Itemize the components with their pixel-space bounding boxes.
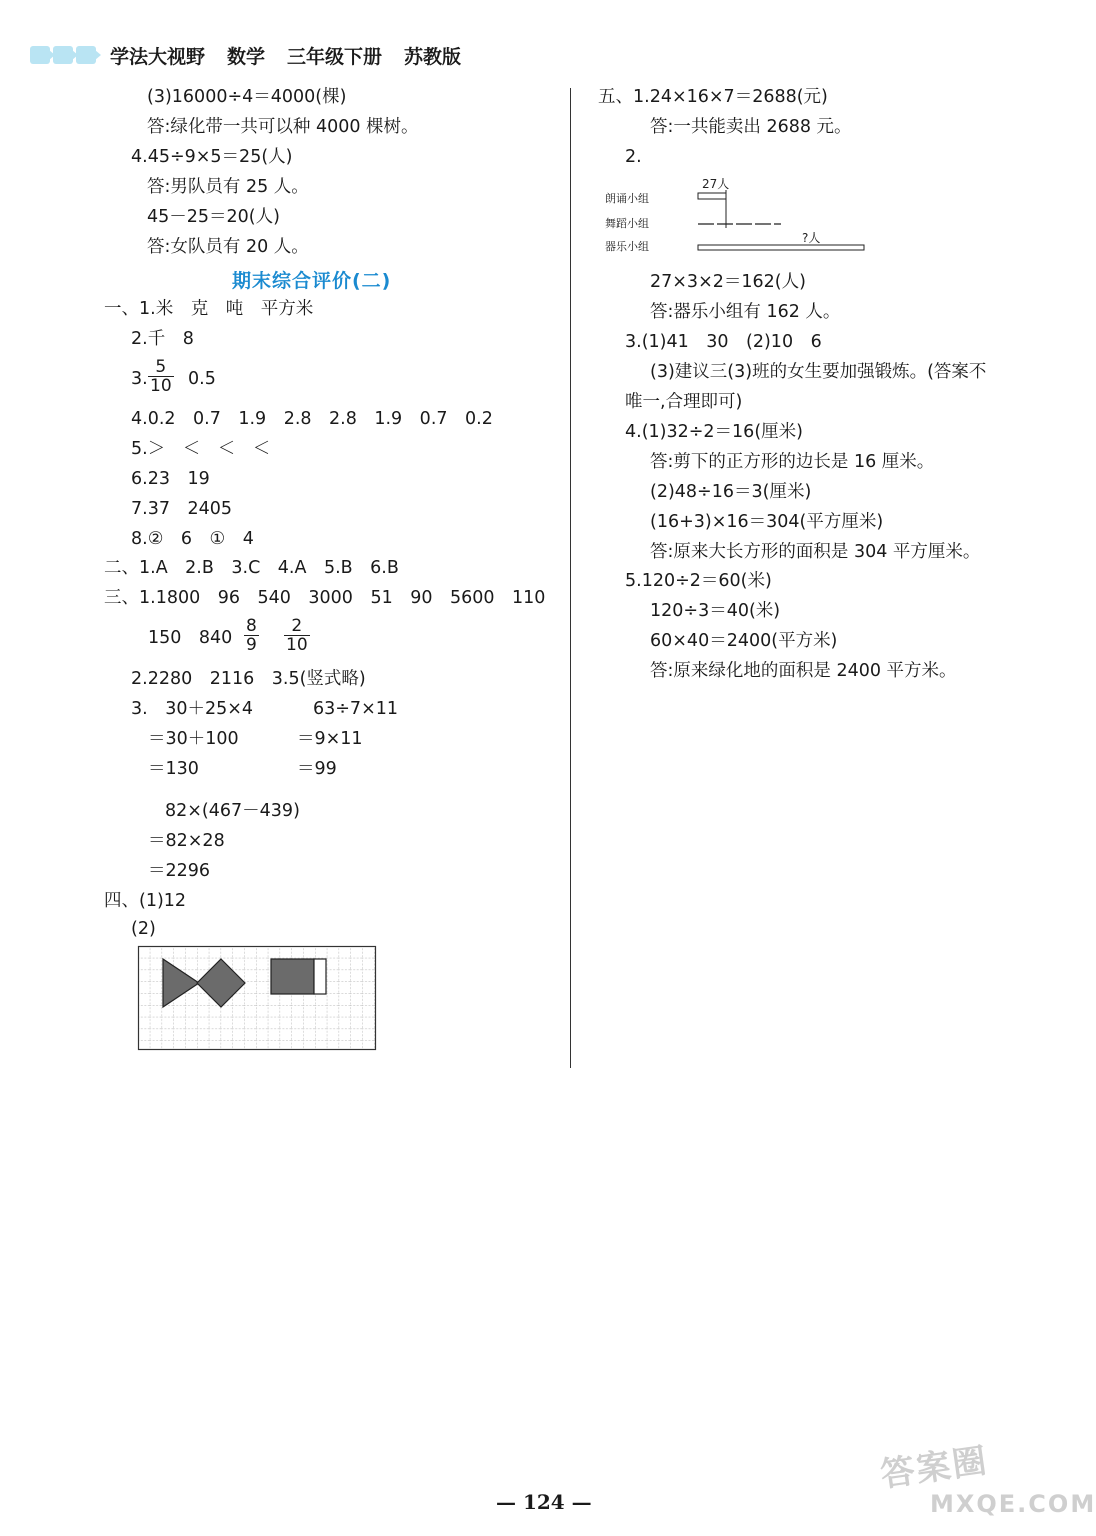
answer-line: 答:器乐小组有 162 人。: [650, 302, 841, 322]
series-logo-icon: [30, 46, 96, 64]
header-text: [110, 42, 461, 69]
segment-diagram: [605, 172, 875, 256]
answer-line: 6.23 19: [131, 469, 210, 489]
answer-line: 63÷7×11: [313, 699, 398, 719]
answer-line: 答:剪下的正方形的边长是 16 厘米。: [650, 452, 935, 472]
answer-line: 答:一共能卖出 2688 元。: [650, 117, 852, 137]
answer-line: 4.0.2 0.7 1.9 2.8 2.8 1.9 0.7 0.2: [131, 409, 493, 429]
diagram-row-label: 朗诵小组: [605, 192, 649, 205]
rectangle-shape: [271, 959, 314, 994]
edition: 苏教版: [404, 45, 462, 68]
answer-line: 2.: [625, 147, 642, 167]
answer-line: ＝99: [297, 759, 337, 779]
fraction-numerator: 2: [284, 617, 310, 636]
answer-line: 答:绿化带一共可以种 4000 棵树。: [147, 117, 419, 137]
answer-line: 答:原来绿化地的面积是 2400 平方米。: [650, 661, 957, 681]
answer-line: 150 840: [148, 628, 233, 648]
answer-line: (16+3)×16＝304(平方厘米): [650, 512, 884, 532]
grid-figure: [138, 946, 378, 1052]
watermark-url: MXQE.COM: [930, 1490, 1096, 1518]
watermark-logo: 答案圈: [878, 1440, 991, 1496]
answer-line: ＝9×11: [297, 729, 363, 749]
fraction: [284, 617, 310, 654]
answer-line: 4.45÷9×5＝25(人): [131, 147, 293, 167]
answer-line: (3)16000÷4＝4000(棵): [147, 87, 347, 107]
diagram-top-label: 27人: [702, 177, 730, 191]
cut-strip: [314, 959, 326, 994]
column-divider: [570, 88, 571, 1068]
diagram-row-label: 器乐小组: [605, 240, 649, 253]
answer-line: 82×(467－439): [165, 801, 300, 821]
answer-line: 三、1.1800 96 540 3000 51 90 5600 110: [104, 588, 546, 608]
answer-line: 60×40＝2400(平方米): [650, 631, 838, 651]
answer-line: 五、1.24×16×7＝2688(元): [598, 87, 828, 107]
answer-line: 27×3×2＝162(人): [650, 272, 806, 292]
answer-line: (2): [131, 919, 156, 939]
page-header: [30, 42, 461, 68]
answer-line: 4.(1)32÷2＝16(厘米): [625, 422, 803, 442]
answer-line: 二、1.A 2.B 3.C 4.A 5.B 6.B: [104, 558, 399, 578]
answer-line: 四、(1)12: [104, 891, 187, 911]
answer-line: 答:原来大长方形的面积是 304 平方厘米。: [650, 542, 981, 562]
fraction-numerator: 5: [148, 358, 174, 377]
answer-line: ＝2296: [148, 861, 211, 881]
answer-line: 唯一,合理即可): [625, 392, 743, 412]
answer-line: 2.2280 2116 3.5(竖式略): [131, 669, 366, 689]
fraction: [148, 358, 174, 395]
answer-line: 答:男队员有 25 人。: [147, 177, 309, 197]
grade: 三年级下册: [287, 45, 383, 68]
answer-line: 3. 30＋25×4: [131, 699, 254, 719]
section-title: 期末综合评价(二): [232, 270, 392, 292]
book-title: 学法大视野: [110, 45, 206, 68]
diagram-question-label: ?人: [802, 231, 821, 245]
fraction: [244, 617, 259, 654]
answer-line: 7.37 2405: [131, 499, 233, 519]
bar-recitation: [698, 193, 726, 199]
answer-line: 0.5: [188, 369, 216, 389]
fraction-denominator: 9: [246, 635, 257, 655]
fraction-denominator: 10: [150, 376, 172, 396]
answer-line: 8.② 6 ① 4: [131, 529, 254, 549]
answer-line: 120÷3＝40(米): [650, 601, 781, 621]
answer-line: 45－25＝20(人): [147, 207, 280, 227]
fraction-numerator: 8: [246, 616, 257, 636]
answer-line: ＝30＋100: [148, 729, 239, 749]
fraction-denominator: 10: [286, 635, 308, 655]
answer-line: 2.千 8: [131, 329, 194, 349]
answer-line: (3)建议三(3)班的女生要加强锻炼。(答案不: [650, 362, 987, 382]
bar-instrument: [698, 245, 864, 250]
answer-line: ＝130: [148, 759, 199, 779]
subject: 数学: [227, 45, 266, 68]
answer-line: 5.120÷2＝60(米): [625, 571, 772, 591]
answer-line: ＝82×28: [148, 831, 225, 851]
diagram-row-label: 舞蹈小组: [605, 217, 649, 230]
answer-line: 5.＞ ＜ ＜ ＜: [131, 439, 271, 459]
page-number: — 124 —: [496, 1490, 592, 1514]
answer-line: 一、1.米 克 吨 平方米: [104, 299, 314, 319]
answer-line: 3.(1)41 30 (2)10 6: [625, 332, 822, 352]
answer-line: 3.: [131, 369, 148, 389]
answer-line: (2)48÷16＝3(厘米): [650, 482, 812, 502]
answer-line: 答:女队员有 20 人。: [147, 237, 309, 257]
